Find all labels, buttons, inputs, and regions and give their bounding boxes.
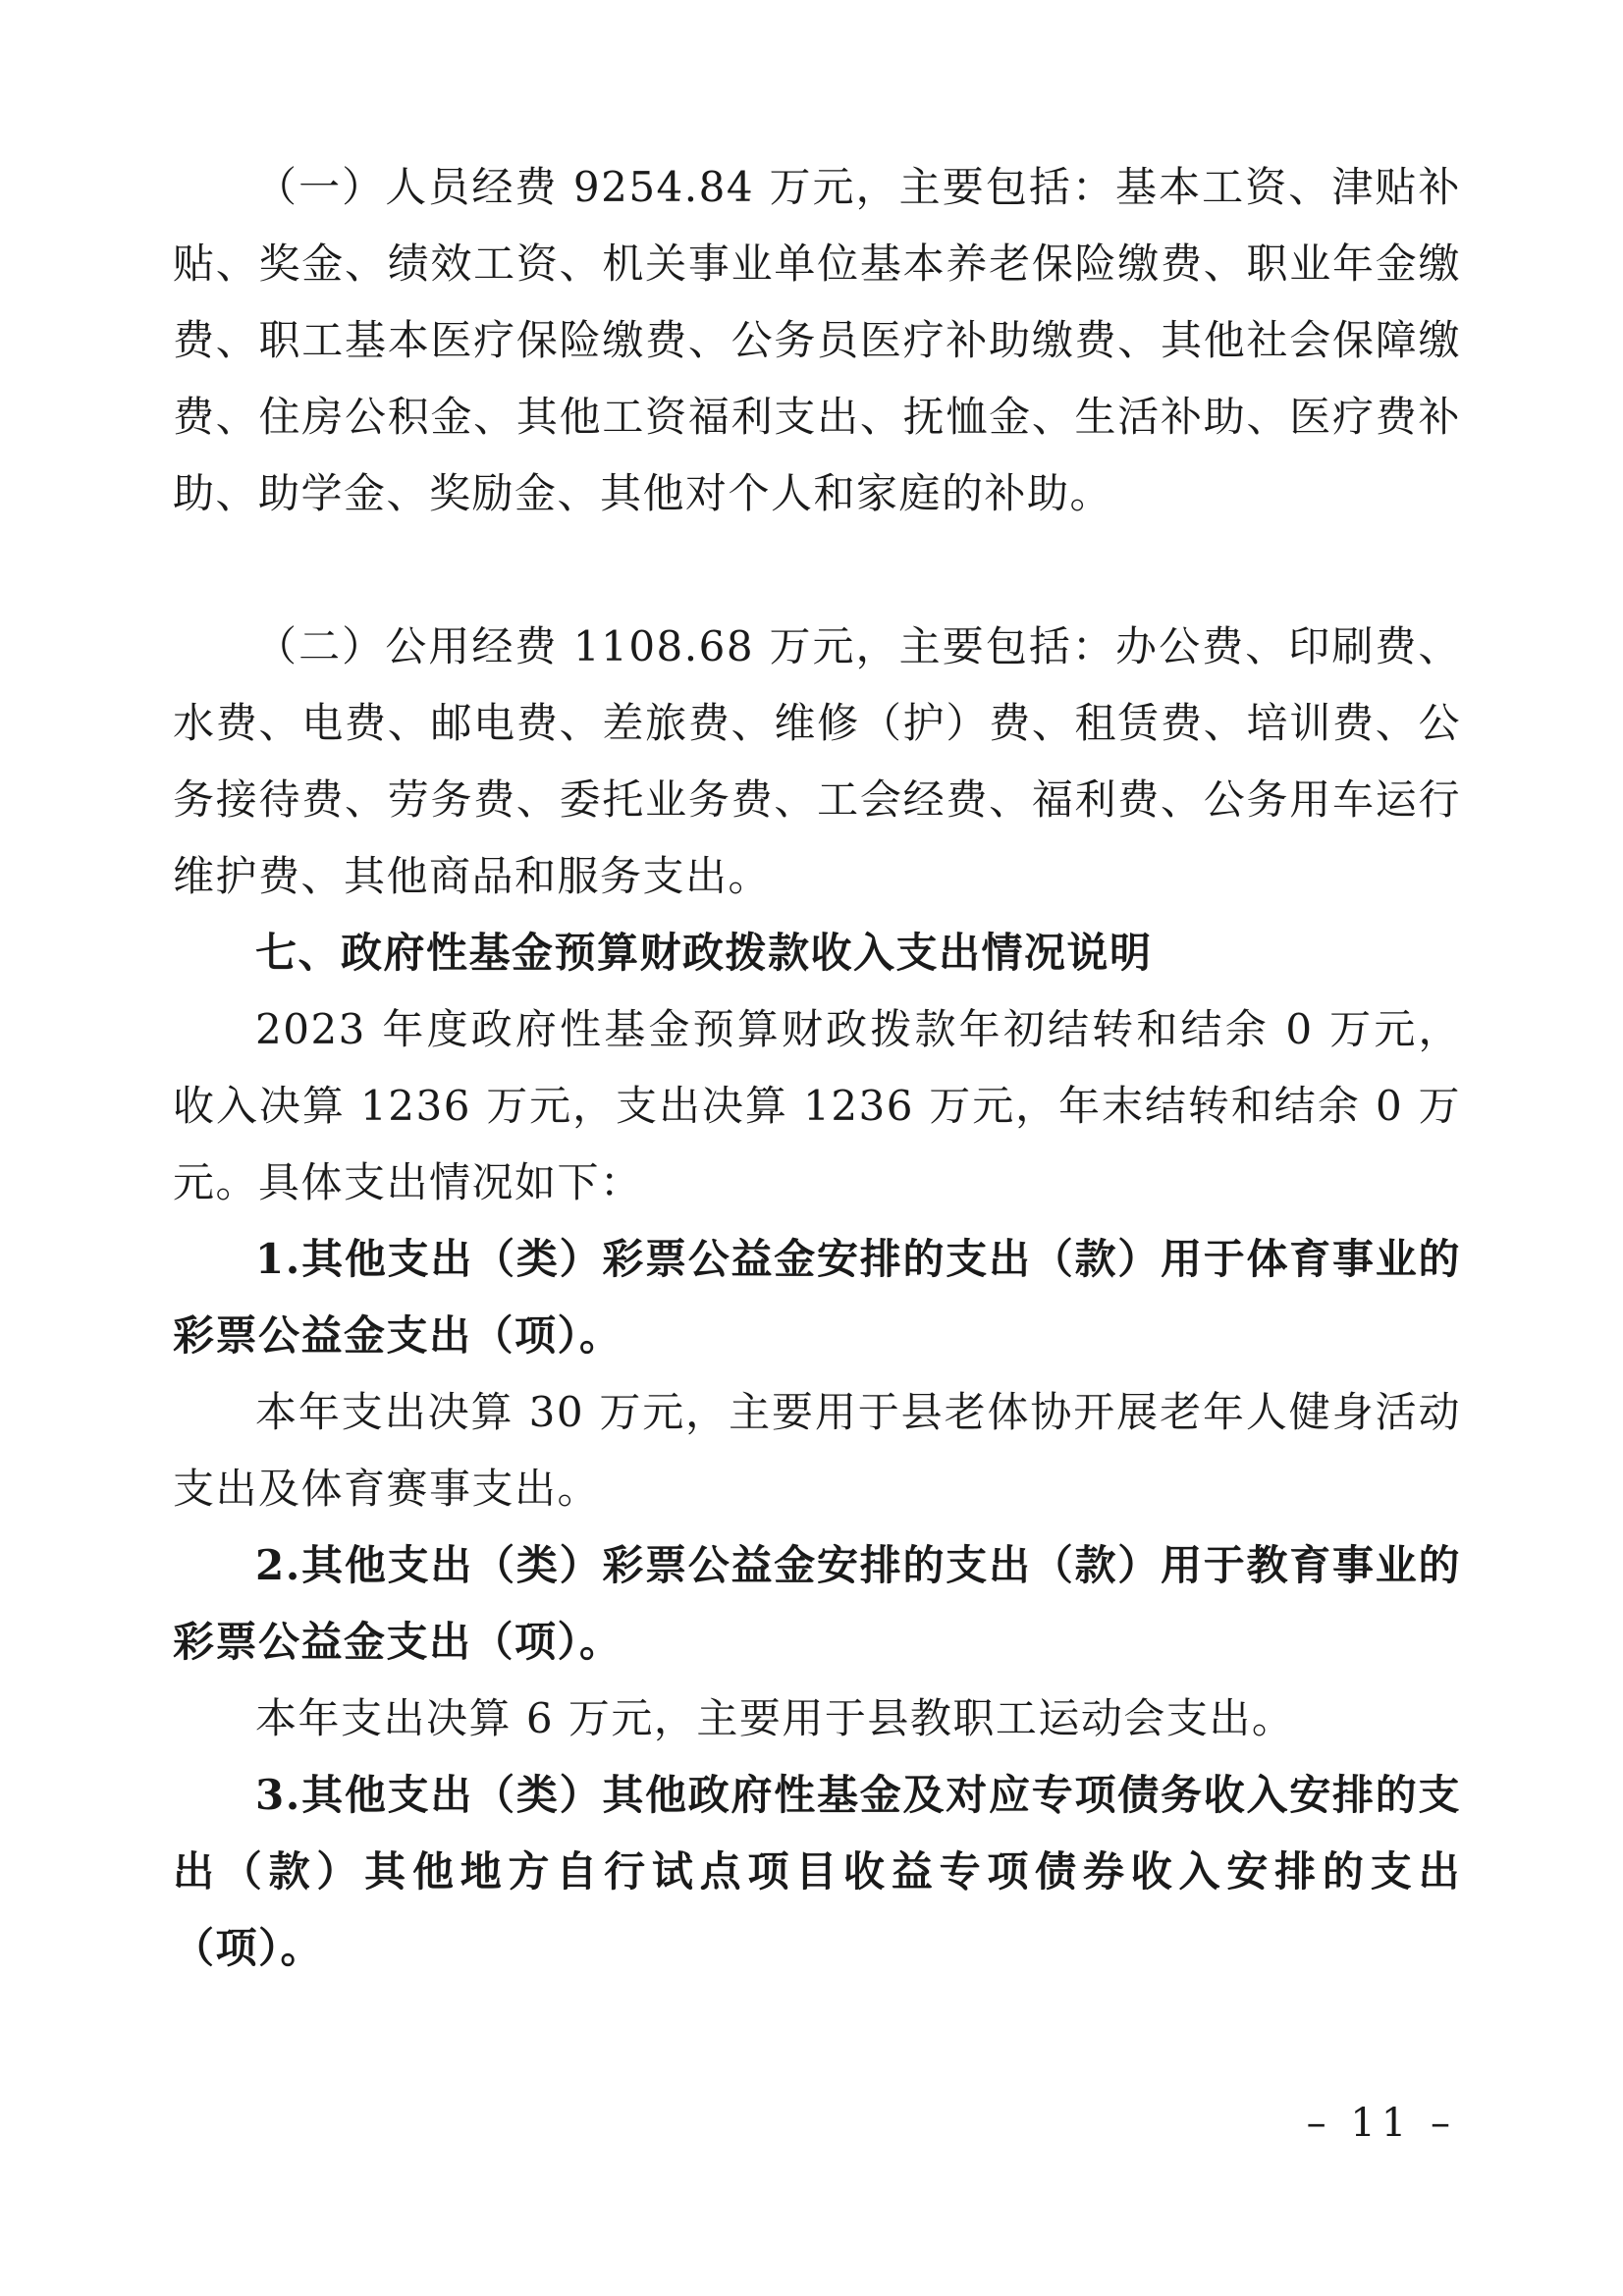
item-title-special-bond: 3.其他支出（类）其他政府性基金及对应专项债务收入安排的支出（款）其他地方自行试点项目收益专项债券收入安排的支出（项）。: [173, 1771, 1461, 1972]
paragraph-government-fund-intro: 2023 年度政府性基金预算财政拨款年初结转和结余 0 万元，收入决算 1236 万元，支出决算 1236 万元，年末结转和结余 0 万元。具体支出情况如下：: [173, 1005, 1461, 1206]
item-title-sports-lottery: 1.其他支出（类）彩票公益金安排的支出（款）用于体育事业的彩票公益金支出（项）。: [173, 1235, 1461, 1360]
section-heading-government-fund: 七、政府性基金预算财政拨款收入支出情况说明: [255, 929, 1153, 977]
item-body-sports-lottery: 本年支出决算 30 万元，主要用于县老体协开展老年人健身活动支出及体育赛事支出。: [173, 1388, 1461, 1513]
item-body-education-lottery: 本年支出决算 6 万元，主要用于县教职工运动会支出。: [255, 1694, 1295, 1742]
item-title-education-lottery: 2.其他支出（类）彩票公益金安排的支出（款）用于教育事业的彩票公益金支出（项）。: [173, 1541, 1461, 1666]
paragraph-personnel-expenses: （一）人员经费 9254.84 万元，主要包括：基本工资、津贴补贴、奖金、绩效工资、机关事业单位基本养老保险缴费、职业年金缴费、职工基本医疗保险缴费、公务员医疗补助缴费、其他社会保障缴费、住房公积金、其他工资福利支出、抚恤金、生活补助、医疗费补助、助学金、奖励金、其他对个人和家庭的补助。: [173, 163, 1461, 517]
page-number: – 11 –: [1306, 2101, 1456, 2146]
paragraph-public-expenses: （二）公用经费 1108.68 万元，主要包括：办公费、印刷费、水费、电费、邮电费、差旅费、维修（护）费、租赁费、培训费、公务接待费、劳务费、委托业务费、工会经费、福利费、公务用车运行维护费、其他商品和服务支出。: [173, 622, 1461, 900]
